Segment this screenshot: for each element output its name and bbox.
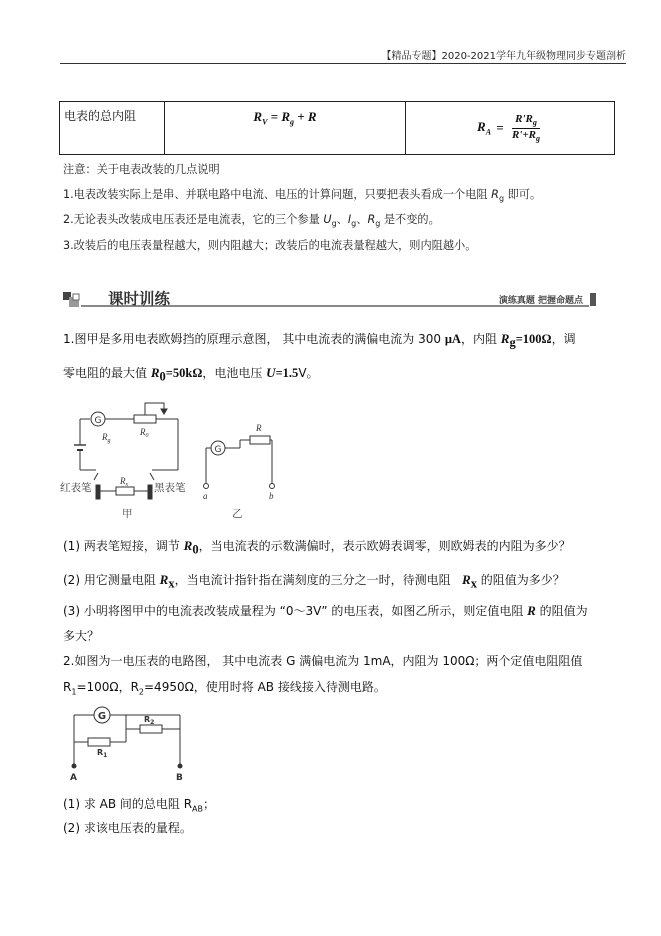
table-label: 电表的总内阻 — [64, 109, 137, 123]
page-header: 【精品专题】2020-2021学年九年级物理同步专题剖析 — [381, 51, 626, 62]
label-jia: 甲 — [122, 508, 133, 520]
label-yi: 乙 — [232, 508, 243, 520]
q1-part-1: (1) 两表笔短接，调节 $R_0$，当电流表的示数满偏时，表示欧姆表调零，则欧姆表的内阻为多少？ — [63, 538, 571, 557]
q1-part-2: (2) 用它测量电阻 $R_x$，当电流计指针指在满刻度的三分之一时，待测电阻 $R_x$ 的阻值为多少？ — [63, 572, 565, 591]
note-3: 3.改装后的电压表量程越大，则内阻越大；改装后的电流表量程越大，则内阻越小。 — [63, 239, 477, 252]
terminal-a: A — [70, 773, 77, 783]
figure-2-voltmeter-circuit — [60, 702, 200, 784]
banner-title: 课时训练 — [108, 290, 171, 308]
section-banner — [63, 288, 597, 308]
q2-part-1: (1) 求 AB 间的总电阻 $R_{AB}$； — [63, 797, 216, 814]
header-divider — [60, 63, 626, 64]
q2-line-2: $R_1=100\Omega$，$R_2=4950\Omega$，使用时将 AB 接线接入待测电路。 — [63, 680, 386, 697]
label-b: b — [269, 491, 274, 501]
q2-line-1: 2.如图为一电压表的电路图， 其中电流表 G 满偏电流为 1mA，内阻为 100Ω；两个定值电阻阻值 — [63, 654, 583, 668]
q1-line-1: 1.图甲是多用电表欧姆挡的原理示意图， 其中电流表的满偏电流为 300 μA，内阻 $R_g=100\Omega$，调 — [63, 331, 576, 350]
ammeter-formula-cell — [406, 102, 615, 155]
label-g: G — [97, 711, 107, 722]
resistor-r2 — [140, 725, 162, 733]
resistor-r0 — [134, 415, 156, 423]
q1-line-2: 零电阻的最大值 $R_0=50k\Omega$，电池电压 U=1.5V。 — [63, 365, 319, 384]
note-1: 1.电表改装实际上是串、并联电路中电流、电压的计算问题，只要把表头看成一个电阻 $R_g$ 即可。 — [63, 188, 542, 204]
q2-part-2: (2) 求该电压表的量程。 — [63, 821, 192, 835]
resistor-rx — [116, 487, 134, 495]
table-label-cell — [60, 102, 165, 155]
q1-part-3-cont: 多大？ — [63, 629, 100, 643]
label-rx: $R_x$ — [120, 476, 129, 488]
summary-table — [59, 101, 615, 155]
terminal-b: B — [176, 773, 183, 783]
label-rg: $R_g$ — [102, 432, 111, 444]
voltmeter-formula: $R_V = R_g + R$ — [253, 109, 317, 127]
label-g-yi: G — [214, 445, 222, 455]
notes-title: 注意：关于电表改装的几点说明 — [63, 163, 220, 176]
banner-subtitle: 演练真题 把握命题点 — [498, 296, 583, 306]
label-r1: $R_1$ — [97, 748, 108, 759]
ammeter-formula: $R_A$ = $\frac{R'R_g}{R'+R_g}$ — [477, 113, 540, 143]
resistor-r — [250, 436, 270, 444]
resistor-r1 — [88, 738, 110, 746]
label-g-jia: G — [94, 416, 102, 426]
voltmeter-formula-cell — [165, 102, 406, 155]
label-a: a — [203, 491, 208, 501]
label-black-probe: 黑表笔 — [154, 482, 186, 494]
label-red-probe: 红表笔 — [60, 482, 92, 494]
note-2: 2.无论表头改装成电压表还是电流表，它的三个参量 $U_g$、$I_g$、$R_g$ 是不变的。 — [63, 213, 440, 229]
q1-part-3: (3) 小明将图甲中的电流表改装成量程为 “0～3V” 的电压表，如图乙所示，则定值电阻 R 的阻值为 — [63, 603, 588, 618]
label-r: R — [256, 423, 262, 433]
label-r0: $R_0$ — [140, 427, 149, 439]
label-r2: $R_2$ — [144, 715, 155, 726]
figure-1-circuits — [60, 395, 300, 525]
